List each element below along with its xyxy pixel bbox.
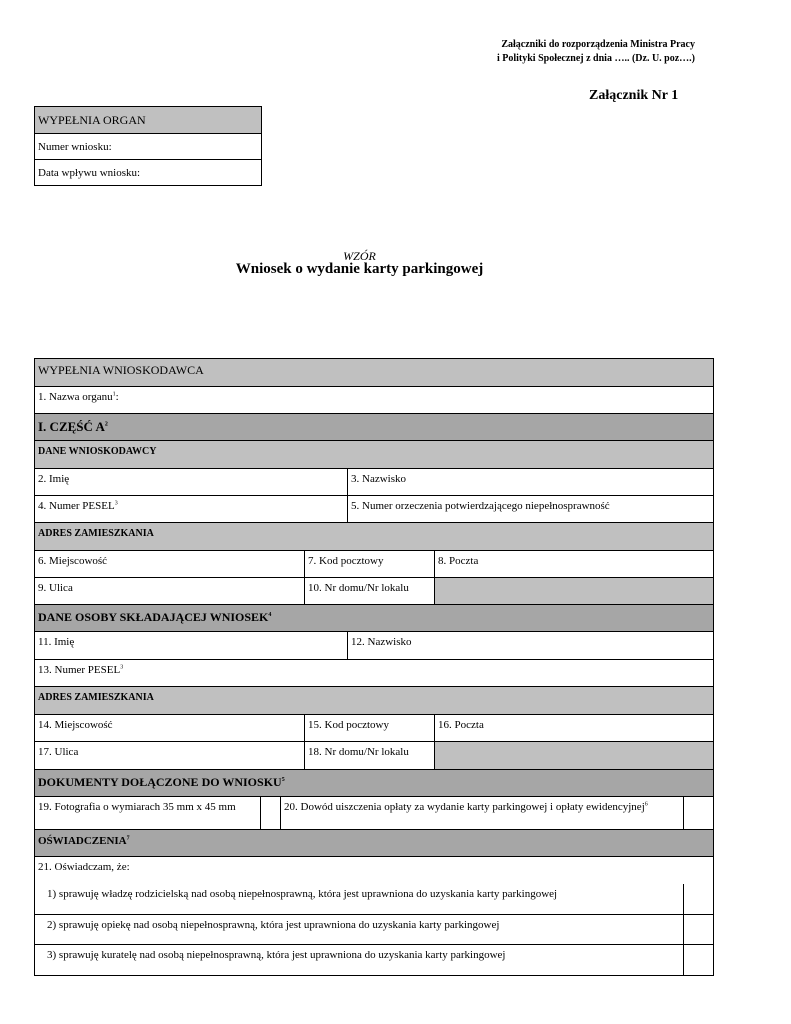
photo-item (35, 797, 261, 829)
city-label: 6. Miejscowość (38, 555, 108, 567)
payment-proof-checkbox[interactable] (684, 797, 713, 829)
pesel-label: 4. Numer PESEL (38, 500, 115, 512)
disability-cert-label: 5. Numer orzeczenia potwierdzającego niepełnosprawność (351, 500, 610, 512)
city-row (35, 551, 713, 578)
post-office-label: 8. Poczta (438, 555, 479, 567)
submitter-street-field[interactable] (35, 742, 305, 769)
submitter-pesel-label: 13. Numer PESEL (38, 664, 121, 676)
street-row-filler (435, 578, 713, 604)
regulation-line-2: i Polityki Społecznej z dnia ….. (Dz. U. poz….) (496, 53, 695, 64)
house-no-field[interactable] (305, 578, 435, 604)
documents-footnote: 5 (281, 777, 285, 783)
postal-code-field[interactable] (305, 551, 435, 577)
house-no-label: 10. Nr domu/Nr lokalu (308, 582, 409, 594)
statement-3-checkbox[interactable] (683, 945, 714, 975)
postal-code-label: 7. Kod pocztowy (308, 555, 384, 567)
regulation-note (497, 38, 695, 66)
street-field[interactable] (35, 578, 305, 604)
application-form (34, 358, 714, 976)
declare-row (35, 857, 713, 884)
submitter-city-field[interactable] (35, 715, 305, 741)
statements-footnote: 7 (126, 835, 130, 842)
surname-label: 3. Nazwisko (351, 473, 406, 485)
submitter-post-office-label: 16. Poczta (438, 719, 484, 731)
submitter-name-row (35, 632, 713, 660)
submitter-header (35, 605, 713, 632)
statement-2-row (35, 915, 713, 945)
statements-header-label: OŚWIADCZENIA (38, 835, 127, 847)
payment-proof-item (281, 797, 684, 829)
street-row (35, 578, 713, 605)
statement-2-checkbox[interactable] (683, 915, 714, 944)
submitter-surname-field[interactable] (348, 632, 713, 659)
submitter-address-header (35, 687, 713, 715)
submitter-postal-code-label: 15. Kod pocztowy (308, 719, 389, 731)
statement-1-label: 1) sprawuję władzę rodzicielską nad osobą niepełnosprawną, która jest uprawniona do uzyskania karty parkingowej (47, 888, 558, 900)
pesel-field[interactable] (35, 496, 348, 522)
part-a-header (35, 414, 713, 441)
photo-checkbox[interactable] (261, 797, 281, 829)
document-title: Wniosek o wydanie karty parkingowej (235, 261, 484, 277)
applicant-data-header (35, 441, 713, 469)
statement-3-label: 3) sprawuję kuratelę nad osobą niepełnosprawną, która jest uprawniona do uzyskania karty parkingowej (47, 949, 506, 961)
organ-name-row[interactable] (35, 387, 713, 414)
submitter-header-label: DANE OSOBY SKŁADAJĄCEJ WNIOSEK (38, 610, 269, 624)
regulation-line-1: Załączniki do rozporządzenia Ministra Pracy (501, 39, 695, 50)
submitter-house-no-field[interactable] (305, 742, 435, 769)
submitter-footnote: 4 (268, 612, 272, 618)
organ-box-title: WYPEŁNIA ORGAN (35, 107, 261, 133)
template-label: WZÓR (343, 249, 376, 263)
submitter-postal-code-field[interactable] (305, 715, 435, 741)
first-name-field[interactable] (35, 469, 348, 495)
submitter-first-name-label: 11. Imię (38, 636, 75, 648)
applicant-data-label: DANE WNIOSKODAWCY (38, 446, 157, 457)
submitter-city-row (35, 715, 713, 742)
statement-3-row (35, 945, 713, 975)
documents-header-label: DOKUMENTY DOŁĄCZONE DO WNIOSKU (38, 775, 282, 789)
statement-1-row (35, 884, 713, 915)
submitter-address-label: ADRES ZAMIESZKANIA (38, 692, 154, 703)
submitter-street-label: 17. Ulica (38, 746, 79, 758)
surname-field[interactable] (348, 469, 713, 495)
applicant-header-text: WYPEŁNIA WNIOSKODAWCA (38, 363, 204, 377)
submitter-street-row (35, 742, 713, 770)
disability-cert-field[interactable] (348, 496, 713, 522)
payment-proof-label: 20. Dowód uiszczenia opłaty za wydanie karty parkingowej i opłaty ewidencyjnej (284, 801, 645, 813)
statement-2-label: 2) sprawuję opiekę nad osobą niepełnosprawną, która jest uprawniona do uzyskania karty parkingowej (47, 919, 500, 931)
submitter-pesel-field[interactable] (35, 660, 713, 686)
street-label: 9. Ulica (38, 582, 73, 594)
submitter-house-no-label: 18. Nr domu/Nr lokalu (308, 746, 409, 758)
submitter-pesel-footnote: 3 (120, 664, 124, 671)
pesel-row (35, 496, 713, 523)
pesel-footnote: 3 (114, 500, 118, 507)
organ-name-label: 1. Nazwa organu (38, 391, 113, 403)
organ-name-field[interactable]: 1. Nazwa organu$^1$: (38, 391, 119, 403)
organ-box (34, 106, 262, 186)
applicant-header (35, 359, 713, 387)
receipt-date-field[interactable]: Data wpływu wniosku: (35, 159, 261, 185)
statements-header (35, 830, 713, 857)
organ-name-footnote: 1 (112, 391, 116, 398)
declare-label: 21. Oświadczam, że: (38, 861, 130, 873)
application-number-field[interactable]: Numer wniosku: (35, 133, 261, 159)
payment-proof-footnote: 6 (644, 801, 648, 808)
photo-label: 19. Fotografia o wymiarach 35 mm x 45 mm (38, 801, 236, 813)
submitter-pesel-row (35, 660, 713, 687)
statement-1-checkbox[interactable] (683, 884, 714, 914)
annex-label: Załącznik Nr 1 (589, 88, 679, 103)
city-field[interactable] (35, 551, 305, 577)
part-a-label: I. CZĘŚĆ A (38, 419, 105, 434)
address-header-label: ADRES ZAMIESZKANIA (38, 528, 154, 539)
submitter-post-office-field[interactable] (435, 715, 713, 741)
address-header (35, 523, 713, 551)
submitter-street-row-filler (435, 742, 713, 769)
submitter-city-label: 14. Miejscowość (38, 719, 113, 731)
documents-header (35, 770, 713, 797)
part-a-footnote: 2 (104, 421, 108, 428)
submitter-first-name-field[interactable] (35, 632, 348, 659)
name-row (35, 469, 713, 496)
documents-row (35, 797, 713, 830)
first-name-label: 2. Imię (38, 473, 70, 485)
submitter-surname-label: 12. Nazwisko (351, 636, 412, 648)
post-office-field[interactable] (435, 551, 713, 577)
